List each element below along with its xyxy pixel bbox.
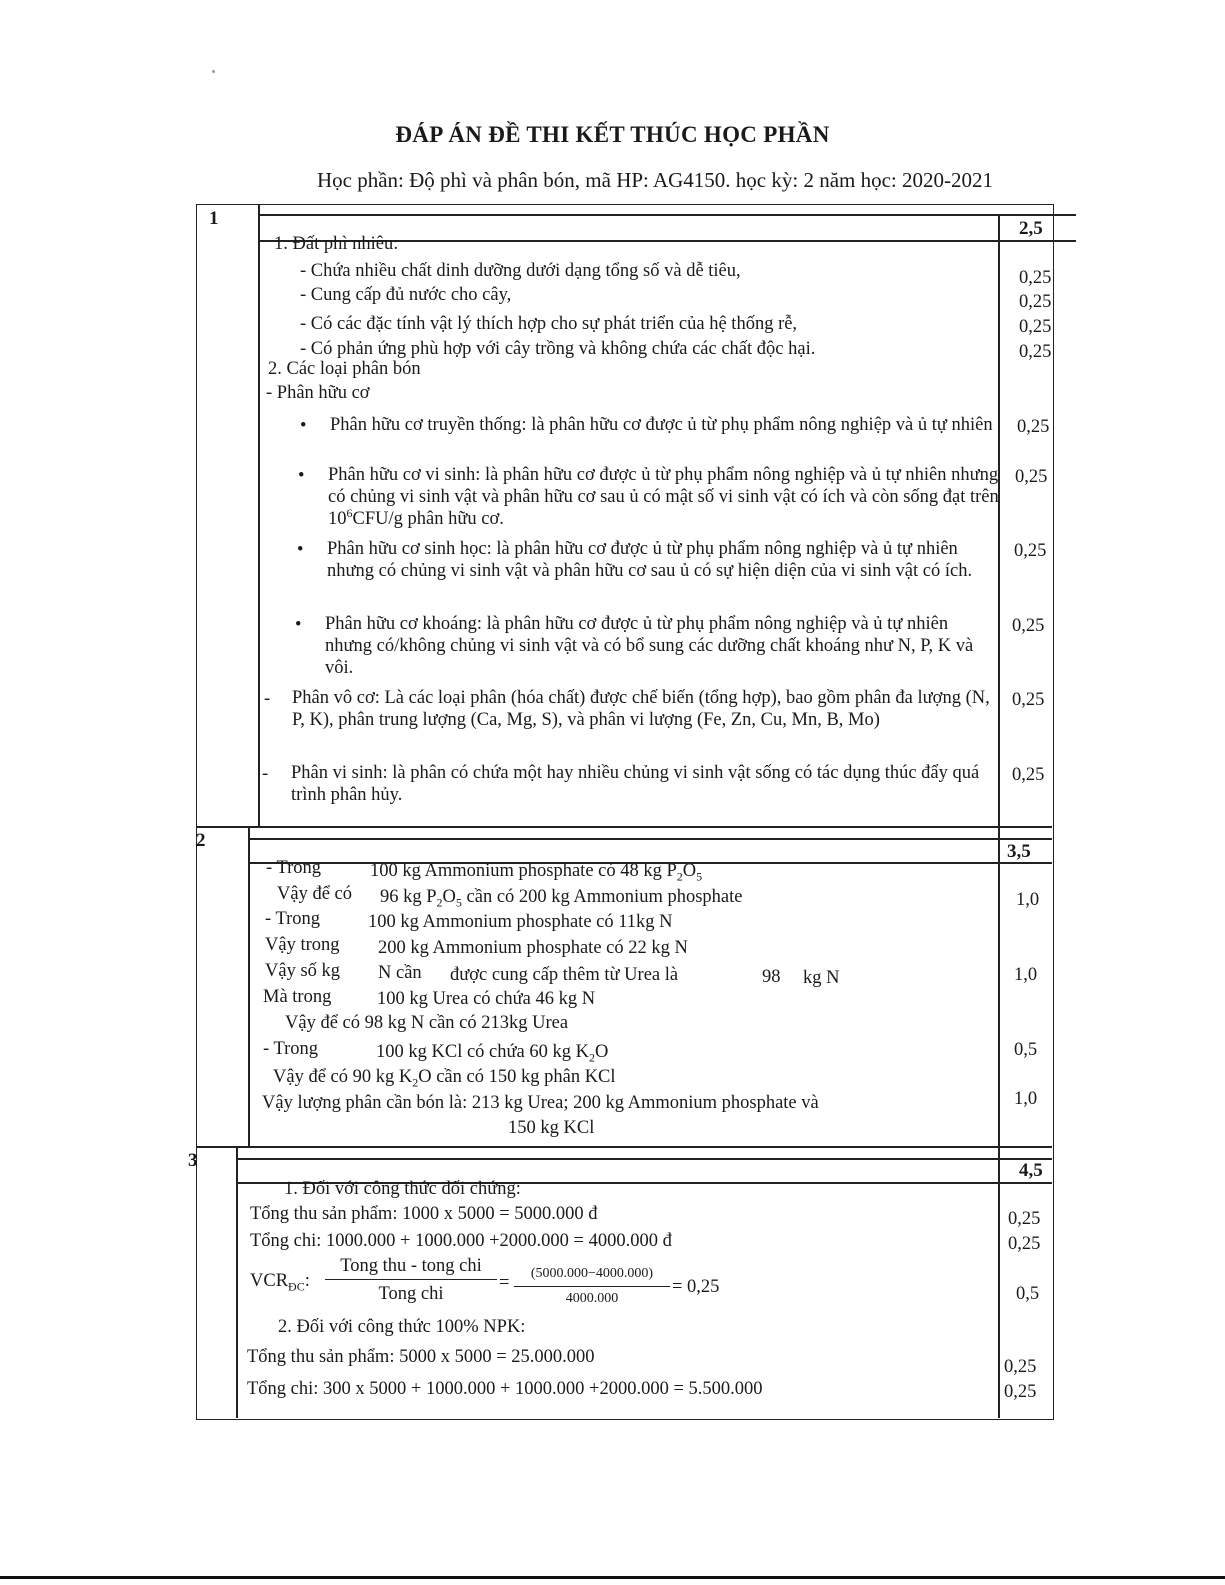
dash-marker: - <box>262 764 269 784</box>
line-score: 0,25 <box>1014 541 1047 561</box>
bullet-item: Phân hữu cơ khoáng: là phân hữu cơ được ủ từ phụ phẩm nông nghiệp và ủ tự nhiên nhưng có/không chủng vi sinh vật và có bổ sung các dưỡng chất khoáng như N, P, K và vôi. <box>325 614 974 678</box>
bullet-dot: • <box>297 540 304 560</box>
bullet-item: Phân hữu cơ sinh học: là phân hữu cơ được ủ từ phụ phẩm nông nghiệp và ủ tự nhiên nhưng có chủng vi sinh vật và phân hữu cơ sau ủ có sự hiện diện của vi sinh vật có ích. <box>327 539 973 581</box>
calc-line: 150 kg KCl <box>508 1118 595 1138</box>
line-score: 0,25 <box>1015 467 1048 487</box>
calc-line: Mà trong <box>263 987 332 1007</box>
question-total-score: 2,5 <box>1019 218 1043 239</box>
calc-line: Vậy số kg <box>265 961 341 981</box>
scan-speck <box>212 70 215 73</box>
calc-line: Tổng thu sản phẩm: 5000 x 5000 = 25.000.000 <box>247 1347 595 1367</box>
fraction-denominator: Tong chi <box>325 1279 497 1305</box>
line-score: 0,25 <box>1019 342 1052 362</box>
bullet-dot: • <box>300 416 307 436</box>
line-score: 1,0 <box>1014 965 1038 985</box>
line-score: 0,25 <box>1004 1382 1037 1402</box>
calc-line: 96 kg $P_2O_5$ cần có 200 kg Ammonium phosphate <box>380 887 743 910</box>
calc-line: - Trong <box>263 1039 319 1059</box>
calc-line: Tổng chi: 1000.000 + 1000.000 +2000.000 = 4000.000 đ <box>250 1231 672 1251</box>
page-title: ĐÁP ÁN ĐỀ THI KẾT THÚC HỌC PHẦN <box>395 122 830 147</box>
calc-heading: 2. Đối với công thức 100% NPK: <box>278 1317 526 1337</box>
answer-line: 1. Đất phì nhiêu: <box>274 234 399 254</box>
calc-line: 200 kg Ammonium phosphate có 22 kg N <box>378 938 688 958</box>
bullet-dot: • <box>295 615 302 635</box>
dash-item: Phân vô cơ: Là các loại phân (hóa chất) được chế biến (tổng hợp), bao gồm phân đa lượng (N, P, K), phân trung lượng (Ca, Mg, S), và phân vi lượng (Fe, Zn, Cu, Mn, B, Mo) <box>292 688 990 730</box>
row-divider-q3 <box>196 1146 1052 1148</box>
calc-line: 100 kg KCl có chứa 60 kg $K_2O$ <box>376 1042 609 1065</box>
question-number: 2 <box>196 830 206 851</box>
question-number: 3 <box>188 1150 198 1171</box>
col-divider-score <box>998 214 1000 1418</box>
equals-sign: = <box>499 1273 510 1293</box>
answer-line: - Chứa nhiều chất dinh dưỡng dưới dạng tổng số và dễ tiêu, <box>300 261 741 281</box>
col-divider-left-q3 <box>236 1146 238 1418</box>
col-divider-left-q2 <box>248 826 250 1146</box>
line-score: 0,5 <box>1014 1040 1038 1060</box>
answer-line: - Cung cấp đủ nước cho cây, <box>300 285 512 305</box>
line-score: 0,25 <box>1019 268 1052 288</box>
calc-line: Vậy trong <box>265 935 340 955</box>
fraction-words <box>325 1256 497 1305</box>
scan-bottom-edge <box>0 1576 1225 1579</box>
calc-line: 98 <box>762 967 781 987</box>
fraction-numerator: (5000.000−4000.000) <box>530 1266 654 1281</box>
calc-line: Vậy để có 98 kg N cần có 213kg Urea <box>285 1013 569 1033</box>
line-score: 0,25 <box>1019 292 1052 312</box>
question-total-score: 3,5 <box>1007 841 1031 862</box>
page-subtitle: Học phần: Độ phì và phân bón, mã HP: AG4150. học kỳ: 2 năm học: 2020-2021 <box>317 168 993 192</box>
calc-line: 100 kg Urea có chứa 46 kg N <box>377 989 596 1009</box>
bullet-dot: • <box>298 466 305 486</box>
line-score: 1,0 <box>1016 890 1040 910</box>
fraction-numbers <box>514 1266 670 1307</box>
bullet-item: Phân hữu cơ vi sinh: là phân hữu cơ được ủ từ phụ phẩm nông nghiệp và ủ tự nhiên nhưng có chủng vi sinh vật và phân hữu cơ sau ủ có mật số vi sinh vật có ích và còn sống đạt trên $10^6CFU/g$ phân hữu cơ. <box>328 465 999 529</box>
line-score: 0,25 <box>1008 1209 1041 1229</box>
row-divider-q2 <box>196 826 1052 828</box>
calc-line: kg N <box>803 968 840 988</box>
calc-line: - Trong <box>266 858 322 878</box>
question-number: 1 <box>209 208 219 229</box>
calc-line: 100 kg Ammonium phosphate có 48 kg $P_2O_5$ <box>370 861 703 884</box>
calc-line: Vậy lượng phân cần bón là: 213 kg Urea; 200 kg Ammonium phosphate và <box>262 1093 819 1113</box>
answer-line: - Phân hữu cơ <box>266 383 370 403</box>
line-score: 0,25 <box>1017 417 1050 437</box>
calc-line: - Trong <box>265 909 321 929</box>
fraction-numerator: Tong thu - tong chi <box>340 1256 482 1276</box>
bullet-item: Phân hữu cơ truyền thống: là phân hữu cơ được ủ từ phụ phẩm nông nghiệp và ủ tự nhiên <box>330 415 993 435</box>
row-divider-q3-sub <box>236 1158 1052 1160</box>
question-total-score: 4,5 <box>1019 1160 1043 1181</box>
dash-item: Phân vi sinh: là phân có chứa một hay nhiều chủng vi sinh vật sống có tác dụng thúc đẩy quá trình phân hủy. <box>291 763 980 805</box>
calc-line: 100 kg Ammonium phosphate có 11kg N <box>368 912 673 932</box>
line-score: 0,5 <box>1016 1284 1040 1304</box>
row-divider-q1-top <box>258 214 1076 216</box>
calc-line: Vậy để có 90 kg $K_2O$ cần có 150 kg phân KCl <box>273 1067 616 1090</box>
fraction-denominator: 4000.000 <box>514 1286 670 1307</box>
calc-line: Vậy để có <box>277 884 352 904</box>
answer-line: - Có các đặc tính vật lý thích hợp cho sự phát triển của hệ thống rễ, <box>300 314 798 334</box>
calc-line: N cần <box>378 963 422 983</box>
answer-line: 2. Các loại phân bón <box>268 359 421 379</box>
vcr-result: = 0,25 <box>672 1277 720 1297</box>
row-divider-q2-sub <box>248 838 1052 840</box>
calc-line: Tổng chi: 300 x 5000 + 1000.000 + 1000.000 +2000.000 = 5.500.000 <box>247 1379 763 1399</box>
answer-line: - Có phản ứng phù hợp với cây trồng và không chứa các chất độc hại. <box>300 339 816 359</box>
line-score: 0,25 <box>1012 765 1045 785</box>
line-score: 1,0 <box>1014 1089 1038 1109</box>
line-score: 0,25 <box>1012 690 1045 710</box>
line-score: 0,25 <box>1004 1357 1037 1377</box>
dash-marker: - <box>264 689 271 709</box>
line-score: 0,25 <box>1008 1234 1041 1254</box>
col-divider-left-q1 <box>258 204 260 826</box>
calc-heading: 1. Đối với công thức đối chứng: <box>284 1179 521 1199</box>
line-score: 0,25 <box>1019 317 1052 337</box>
calc-line: Tổng thu sản phẩm: 1000 x 5000 = 5000.000 đ <box>250 1204 598 1224</box>
calc-line: được cung cấp thêm từ Urea là <box>450 965 679 985</box>
line-score: 0,25 <box>1012 616 1045 636</box>
vcr-label: $VCR_{ĐC}$: <box>250 1271 310 1294</box>
